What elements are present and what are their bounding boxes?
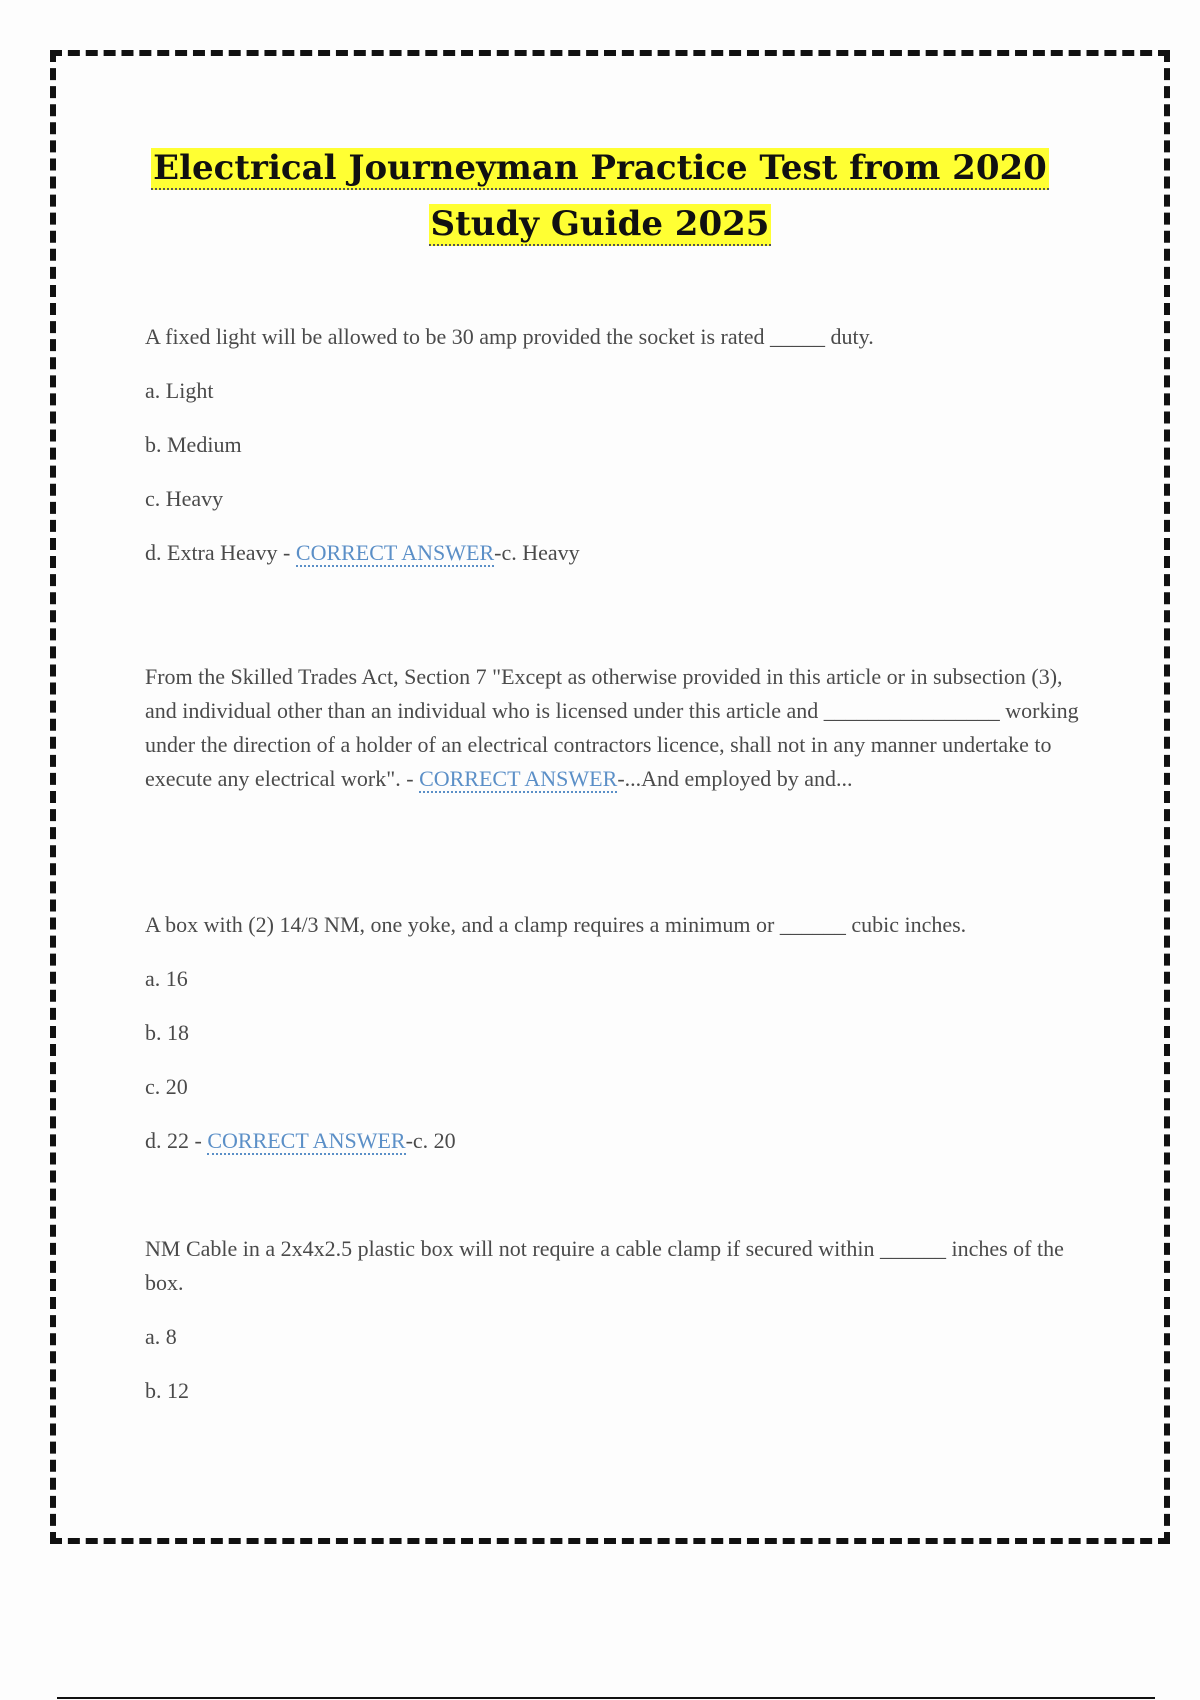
answer-text: -c. 20 — [405, 1128, 456, 1153]
title-line-1: Electrical Journeyman Practice Test from 2020 — [153, 148, 1047, 188]
option-d — [145, 536, 1080, 570]
answer-text: -...And employed by and... — [617, 766, 853, 791]
question-body: From the Skilled Trades Act, Section 7 "Except as otherwise provided in this article or in subsection (3), and individual other than an individual who is licensed under this article and ________________ working under the direction of a holder of an electrical contractors licence, shall not in any manner undertake to execute any electrical work". - — [145, 664, 1079, 791]
question-block-2 — [145, 660, 1080, 796]
correct-answer-link[interactable]: CORRECT ANSWER — [295, 540, 495, 565]
question-block-3 — [145, 908, 1080, 1178]
correct-answer-link[interactable]: CORRECT ANSWER — [419, 766, 618, 791]
question-text: NM Cable in a 2x4x2.5 plastic box will not require a cable clamp if secured within ______ inches of the box. — [145, 1236, 1064, 1295]
option-b: b. Medium — [145, 432, 242, 457]
question-block-1 — [145, 320, 1080, 590]
option-d-text: d. Extra Heavy - — [145, 540, 296, 565]
option-a: a. 16 — [145, 966, 188, 991]
document-title — [0, 140, 1200, 252]
option-d-text: d. 22 - — [145, 1128, 208, 1153]
correct-answer-link[interactable]: CORRECT ANSWER — [207, 1128, 406, 1153]
option-c: c. 20 — [145, 1074, 188, 1099]
option-a: a. 8 — [145, 1324, 177, 1349]
title-line-2: Study Guide 2025 — [430, 204, 770, 244]
question-text: A box with (2) 14/3 NM, one yoke, and a clamp requires a minimum or ______ cubic inches. — [145, 912, 967, 937]
option-c: c. Heavy — [145, 486, 224, 511]
option-b: b. 12 — [145, 1378, 189, 1403]
footer-rule — [57, 1697, 1155, 1699]
option-d — [145, 1124, 1080, 1158]
question-text: A fixed light will be allowed to be 30 amp provided the socket is rated _____ duty. — [145, 324, 874, 349]
option-b: b. 18 — [145, 1020, 189, 1045]
option-a: a. Light — [145, 378, 214, 403]
question-block-4 — [145, 1232, 1080, 1428]
answer-text: -c. Heavy — [494, 540, 580, 565]
question-text — [145, 660, 1080, 796]
